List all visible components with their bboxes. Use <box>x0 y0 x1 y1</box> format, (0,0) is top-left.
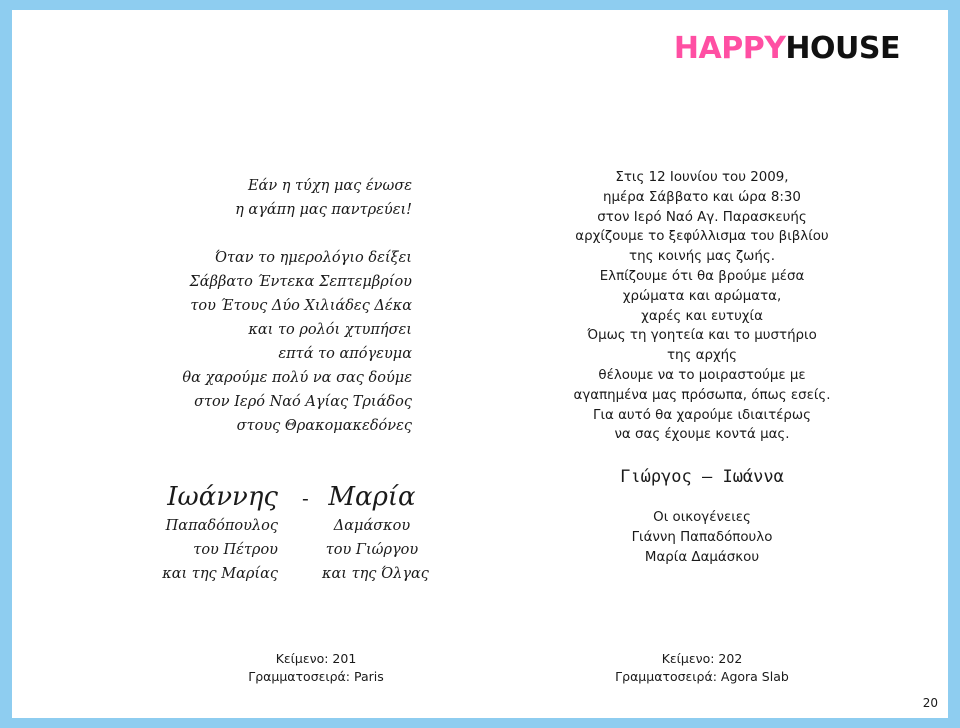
poem-line: Σάββατο Έντεκα Σεπτεμβρίου <box>189 274 412 290</box>
poem-line: θα χαρούμε πολύ να σας δούμε <box>182 370 412 386</box>
text-line: Στις 12 Ιουνίου του 2009, <box>615 170 789 185</box>
caption-font-name: Γραμματοσειρά: Agora Slab <box>615 669 789 684</box>
groom-name: Ιωάννης <box>167 482 278 512</box>
groom-mother: και της Μαρίας <box>162 566 278 582</box>
invitation-text-202 <box>552 168 852 445</box>
poem-line: στους Θρακομακεδόνες <box>236 418 412 434</box>
text-line: Για αυτό θα χαρούμε ιδιαιτέρως <box>593 407 811 423</box>
groom-block <box>162 480 278 586</box>
poem-line: του Έτους Δύο Χιλιάδες Δέκα <box>190 298 412 314</box>
bride-mother: και της Όλγας <box>322 566 429 582</box>
caption-text-202 <box>582 650 822 686</box>
caption-font-name: Γραμματοσειρά: Paris <box>248 669 384 684</box>
bride-father: του Γιώργου <box>325 542 419 558</box>
family-name: Μαρία Δαμάσκου <box>644 550 760 565</box>
text-line: της κοινής μας ζωής. <box>629 249 775 265</box>
text-line: Όμως τη γοητεία και το μυστήριο <box>587 328 817 344</box>
caption-text-number: Κείμενο: 201 <box>275 651 357 666</box>
poem-line: και το ρολόι χτυπήσει <box>248 322 412 338</box>
text-line: χρώματα και αρώματα, <box>622 288 782 304</box>
groom-surname: Παπαδόπουλος <box>165 518 278 534</box>
happy-house-logo <box>673 31 900 66</box>
text-line: της αρχής <box>666 348 738 364</box>
groom-father: του Πέτρου <box>193 542 278 558</box>
poem-line: στον Ιερό Ναό Αγίας Τριάδος <box>194 394 412 410</box>
bride-surname: Δαμάσκου <box>333 518 411 534</box>
text-line: αρχίζουμε το ξεφύλλισμα του βιβλίου <box>575 229 829 245</box>
text-line: αγαπημένα μας πρόσωπα, όπως εσείς. <box>573 387 831 403</box>
logo-happy: HAPPY <box>673 31 786 66</box>
poem-line: Εάν η τύχη μας ένωσε <box>247 178 412 194</box>
text-line: θέλουμε να το μοιραστούμε με <box>598 367 806 383</box>
families-block <box>552 508 852 568</box>
text-line: χαρές και ευτυχία <box>641 308 763 324</box>
bride-name: Μαρία <box>328 482 416 512</box>
page-number: 20 <box>922 696 938 710</box>
family-name: Γιάννη Παπαδόπουλο <box>631 530 773 545</box>
poem-line: η αγάπη μας παντρεύει! <box>235 202 412 218</box>
couple-names: Γιώργος – Ιωάννα <box>620 467 784 487</box>
invitation-text-201 <box>162 174 412 438</box>
bride-block <box>322 480 429 586</box>
names-separator: - <box>302 486 309 510</box>
text-line: ημέρα Σάββατο και ώρα 8:30 <box>603 189 801 205</box>
text-line: Ελπίζουμε ότι θα βρούμε μέσα <box>599 268 805 284</box>
poem-line: Όταν το ημερολόγιο δείξει <box>214 250 412 266</box>
poem-line: επτά το απόγευμα <box>278 346 412 362</box>
catalog-page <box>12 10 948 718</box>
caption-text-201 <box>196 650 436 686</box>
families-heading: Οι οικογένειες <box>653 510 751 525</box>
caption-text-number: Κείμενο: 202 <box>661 651 743 666</box>
logo-house: HOUSE <box>785 31 900 66</box>
text-line: να σας έχουμε κοντά μας. <box>614 427 790 443</box>
text-line: στον Ιερό Ναό Αγ. Παρασκευής <box>597 209 807 225</box>
